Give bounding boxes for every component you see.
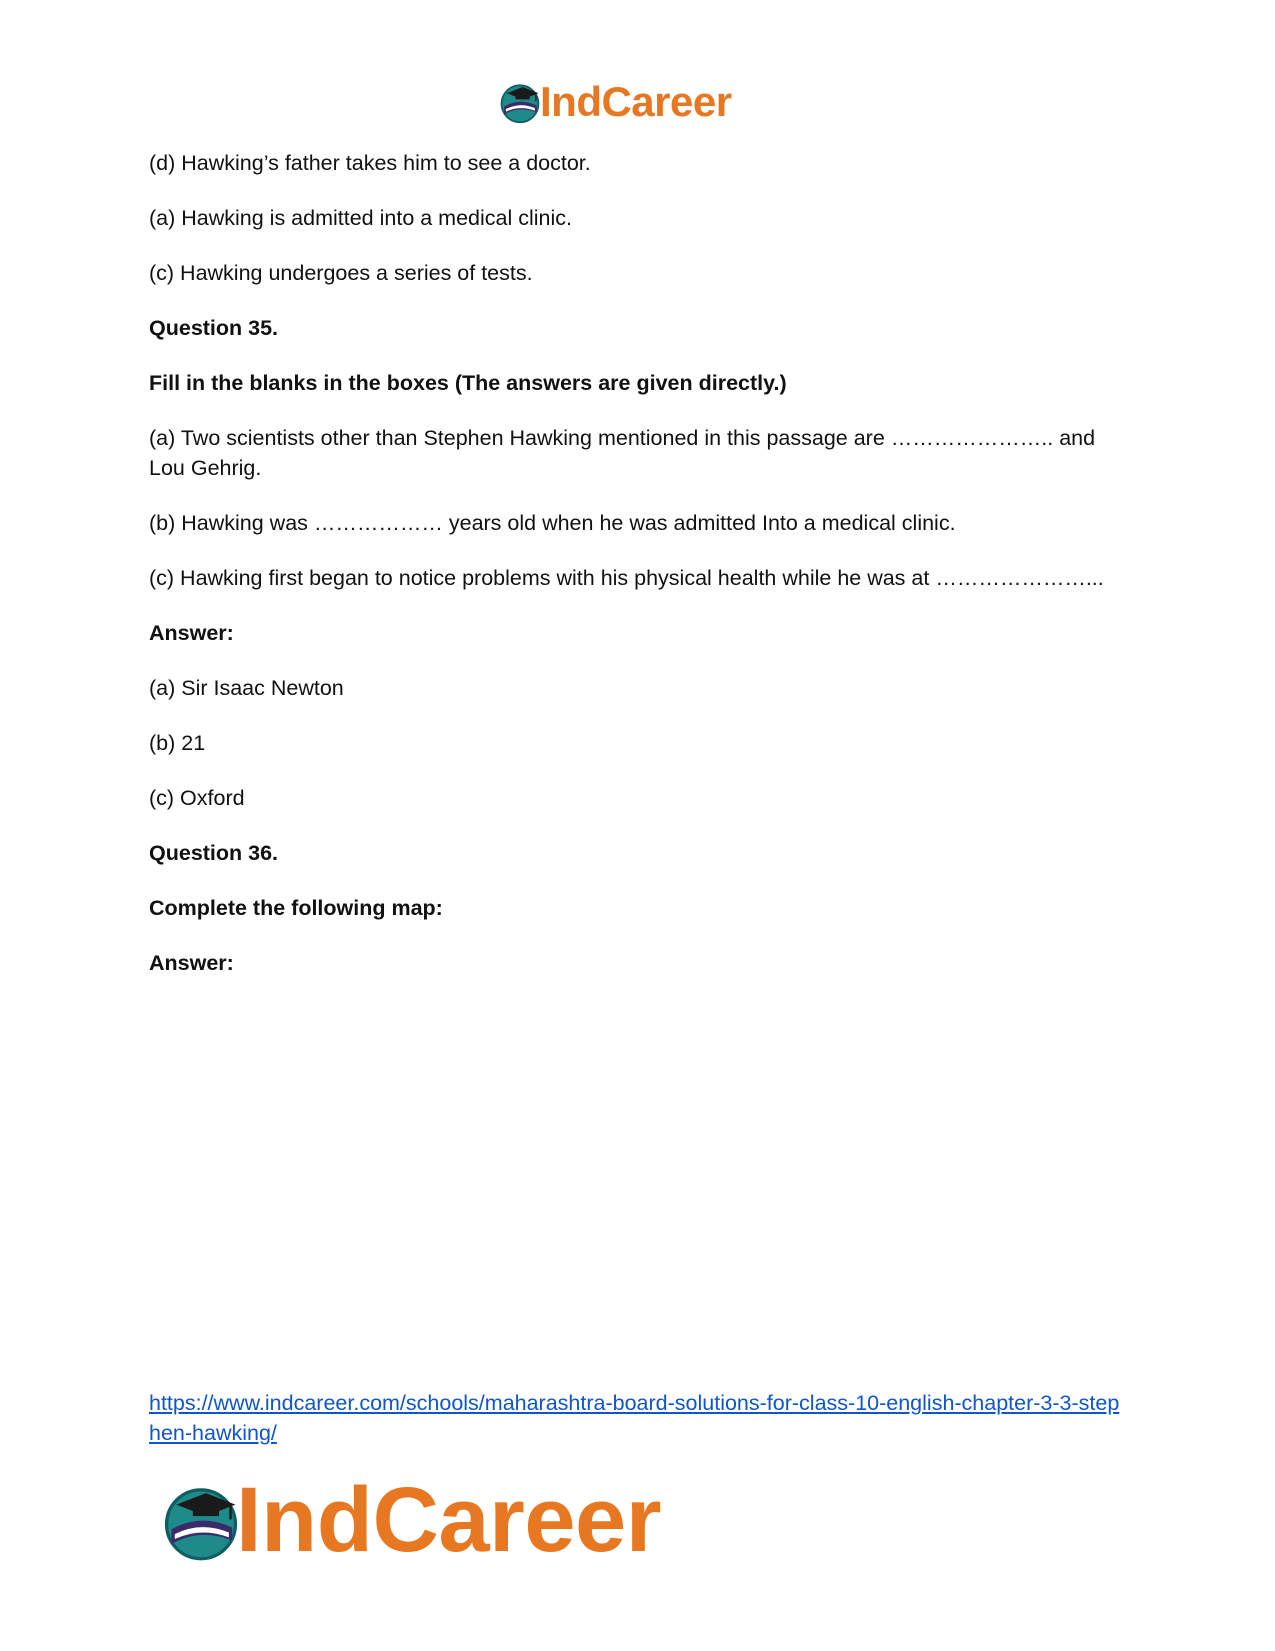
question-36-heading: Question 36. — [149, 841, 279, 865]
sequence-item: (d) Hawking’s father takes him to see a doctor. — [149, 151, 591, 175]
question-35-item: (c) Hawking first began to notice problems with his physical health while he was at …………………... — [149, 566, 1104, 590]
question-35-answer: (c) Oxford — [149, 786, 245, 810]
logo-text: IndCareer — [540, 78, 732, 125]
question-35-heading: Question 35. — [149, 316, 279, 340]
document-body — [149, 148, 1129, 1003]
question-35-item: (a) Two scientists other than Stephen Hawking mentioned in this passage are ………………….. and Lou Gehrig. — [149, 426, 1096, 480]
source-url-link[interactable]: https://www.indcareer.com/schools/maharashtra-board-solutions-for-class-10-english-chapter-3-3-stephen-hawking/ — [149, 1391, 1120, 1445]
graduation-cap-book-globe-icon — [160, 1480, 242, 1562]
question-36-instruction: Complete the following map: — [149, 896, 443, 920]
question-35-answer: (b) 21 — [149, 731, 206, 755]
footer-logo — [160, 1468, 661, 1573]
question-35-instruction: Fill in the blanks in the boxes (The answers are given directly.) — [149, 371, 787, 395]
question-35-answer: (a) Sir Isaac Newton — [149, 676, 344, 700]
sequence-item: (a) Hawking is admitted into a medical clinic. — [149, 206, 572, 230]
question-36-answer-heading: Answer: — [149, 951, 234, 975]
header-logo — [498, 78, 732, 126]
question-35-item: (b) Hawking was ……………… years old when he was admitted Into a medical clinic. — [149, 511, 956, 535]
sequence-item: (c) Hawking undergoes a series of tests. — [149, 261, 533, 285]
logo-text: IndCareer — [236, 1469, 661, 1571]
question-35-answer-heading: Answer: — [149, 621, 234, 645]
graduation-cap-book-globe-icon — [498, 80, 542, 124]
